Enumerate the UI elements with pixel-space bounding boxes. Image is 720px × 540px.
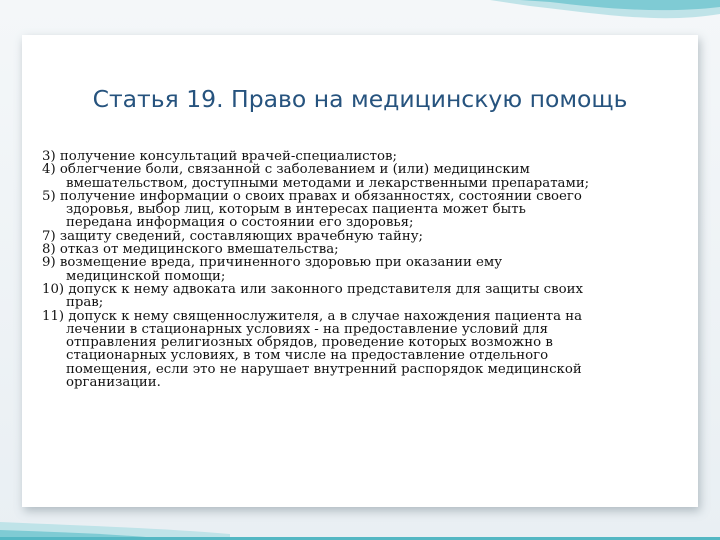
list-item-text: 7) защиту сведений, составляющих врачебную тайну; bbox=[42, 228, 424, 244]
list-item bbox=[42, 283, 692, 310]
decorative-corner-top bbox=[490, 0, 720, 40]
list-item-continuation: лечении в стационарных условиях - на предоставление условий для bbox=[66, 321, 549, 337]
list-item-continuation: отправления религиозных обрядов, проведение которых возможно в bbox=[66, 335, 553, 351]
list-item-text: 3) получение консультаций врачей-специалистов; bbox=[42, 149, 397, 164]
list-item-text: 11) допуск к нему священнослужителя, а в случае нахождения пациента на bbox=[42, 308, 583, 324]
list-item-text: 9) возмещение вреда, причиненного здоровью при оказании ему bbox=[42, 255, 503, 271]
list-item bbox=[42, 190, 692, 230]
list-item-continuation: здоровья, выбор лиц, которым в интересах пациента может быть bbox=[66, 202, 526, 218]
list-item-text: 8) отказ от медицинского вмешательства; bbox=[42, 242, 339, 258]
list-item-text: 5) получение информации о своих правах и обязанностях, состоянии своего bbox=[42, 188, 582, 204]
list-item bbox=[42, 163, 692, 190]
list-item-continuation: передана информация о состоянии его здоровья; bbox=[66, 215, 414, 231]
rights-list bbox=[42, 150, 692, 389]
list-item-continuation: вмешательством, доступными методами и лекарственными препаратами; bbox=[66, 175, 590, 191]
list-item-continuation: помещения, если это не нарушает внутренний распорядок медицинской bbox=[66, 361, 582, 377]
list-item-text: 10) допуск к нему адвоката или законного представителя для защиты своих bbox=[42, 281, 583, 297]
list-item-continuation: прав; bbox=[66, 295, 104, 311]
list-item bbox=[42, 150, 692, 163]
list-item-text: 4) облегчение боли, связанной с заболеванием и (или) медицинским bbox=[42, 162, 530, 178]
list-item bbox=[42, 243, 692, 256]
list-item bbox=[42, 310, 692, 390]
list-item-continuation: стационарных условиях, в том числе на предоставление отдельного bbox=[66, 348, 549, 364]
list-item bbox=[42, 256, 692, 283]
slide-title: Статья 19. Право на медицинскую помощь bbox=[92, 85, 628, 113]
list-item bbox=[42, 230, 692, 243]
list-item-continuation: медицинской помощи; bbox=[66, 268, 226, 284]
list-item-continuation: организации. bbox=[66, 375, 161, 391]
